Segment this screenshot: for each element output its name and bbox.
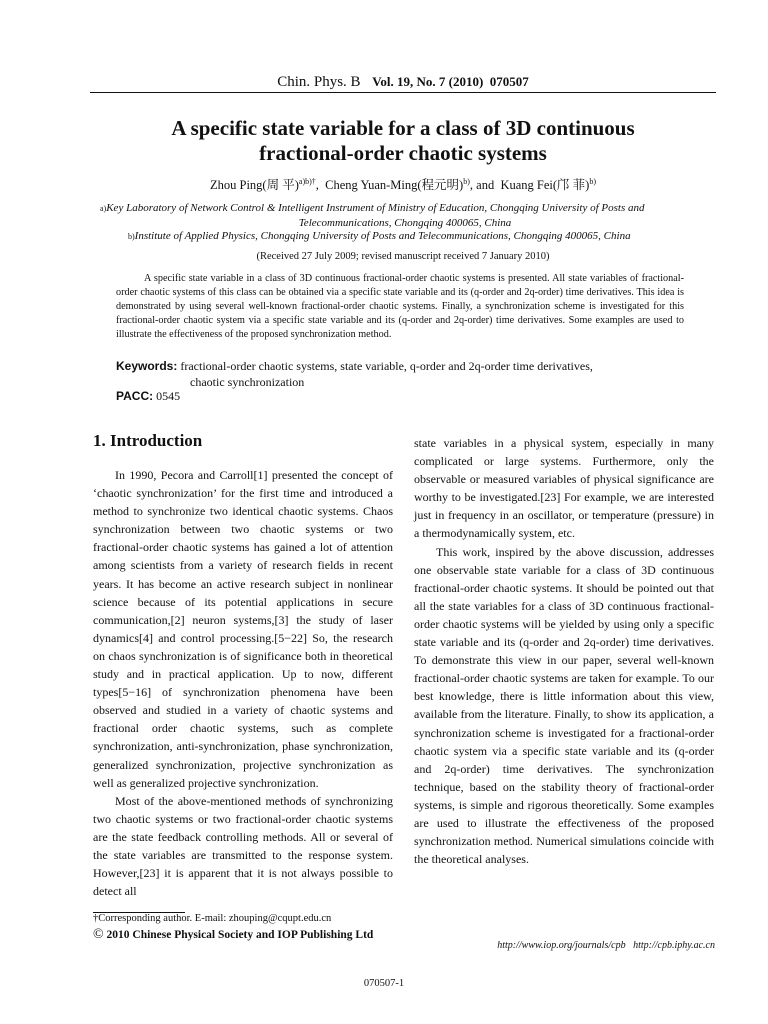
page-number: 070507-1 — [363, 978, 405, 989]
affiliation-b — [128, 229, 718, 244]
affiliation-a — [100, 201, 710, 231]
affiliation-a-mark: a) — [100, 204, 107, 213]
keywords-line-2: chaotic synchronization — [190, 375, 305, 389]
pacc-label: PACC: — [116, 389, 154, 403]
affiliation-a-line-1: Key Laboratory of Network Control & Intelligent Instrument of Ministry of Education, Chongqing University of Posts and — [106, 202, 645, 214]
paragraph: Most of the above-mentioned methods of synchronizing two chaotic systems or two fractional-order chaotic systems are the state feedback controlling methods. All or several of the state variables are transmitted to the response system. However,[23] it is apparent that it is not always possible to detect all — [93, 793, 393, 899]
author-1: Zhou Ping(周 平) — [210, 178, 299, 192]
journal-name: Chin. Phys. B — [277, 74, 361, 90]
affiliation-b-text: Institute of Applied Physics, Chongqing University of Posts and Telecommunications, Chongqing 400065, China — [134, 230, 631, 242]
author-2-marks: b) — [463, 176, 470, 186]
title-line-1: A specific state variable for a class of 3D continuous — [171, 116, 635, 140]
article-id: 070507 — [489, 74, 529, 89]
pacc — [116, 389, 180, 404]
header-rule — [90, 92, 716, 93]
affiliation-b-mark: b) — [128, 232, 135, 241]
copyright-text: 2010 Chinese Physical Society and IOP Publishing Ltd — [106, 929, 374, 941]
paragraph: state variables in a physical system, especially in many complicated or large systems. Furthermore, only the observable or measured variables of physical significance are worthy to be investigated.[23] For example, we are interested just in frequency in an oscillator, or temperature (pressure) in a thermodynamically system, etc. — [414, 436, 714, 541]
abstract: A specific state variable in a class of 3D continuous fractional-order chaotic systems is presented. All state variables of fractional-order chaotic systems of this class can be obtained via a specific state variable and its (q-order and 2q-order) time derivatives. This idea is demonstrated by using several well-known fractional-order chaotic systems. Finally, a synchronization scheme is investigated for this fractional-order chaotic system via a specific state variable and its (q-order and 2q-order) time derivatives. Some examples are used to illustrate the effectiveness of the proposed synchronization method. — [116, 273, 684, 340]
received-dates: (Received 27 July 2009; revised manuscript received 7 January 2010) — [256, 251, 550, 262]
journal-urls: http://www.iop.org/journals/cpb http://cpb.iphy.ac.cn — [497, 940, 715, 951]
author-3: Kuang Fei(邝 菲) — [500, 178, 590, 192]
keywords — [116, 358, 696, 390]
footnote: †Corresponding author. E-mail: zhouping@cqupt.edu.cn — [93, 913, 332, 924]
affiliation-a-line-2: Telecommunications, Chongqing 400065, China — [298, 217, 512, 229]
volume: Vol. 19, No. 7 (2010) — [372, 74, 484, 89]
volume-info — [372, 74, 529, 89]
author-3-marks: b) — [589, 176, 596, 186]
paragraph: This work, inspired by the above discussion, addresses one observable state variable for a class of 3D continuous fractional-order chaotic systems. It should be pointed out that all the state variables for a class of 3D continuous fractional-order chaotic systems will be yielded by using only a specific state variable and its (q-order and 2q-order) time derivatives. To demonstrate this view in our paper, several well-known fractional-order chaotic systems are taken for example. To our best knowledge, there is little information about this view, available from the literature. Finally, to show its application, a synchronization scheme is investigated for a fractional-order chaotic system via a specific state variable and its (q-order and 2q-order) time derivatives. The synchronization technique, based on the stability theory of fractional-order systems, is simple and rigorous theoretically. Some examples are used to illustrate the effectiveness of the proposed synchronization method. Numerical simulations coincide with the theoretical analyses. — [414, 544, 714, 867]
keywords-label: Keywords: — [116, 359, 178, 373]
author-2: Cheng Yuan-Ming(程元明) — [325, 178, 464, 192]
keywords-line-1: fractional-order chaotic systems, state variable, q-order and 2q-order time derivatives, — [180, 359, 593, 373]
copyright — [93, 927, 373, 943]
author-list — [90, 175, 716, 193]
paragraph: In 1990, Pecora and Carroll[1] presented the concept of ‘chaotic synchronization’ for the first time and introduced a method to synchronize two identical chaotic systems. Chaos synchronization between two chaotic systems or two fractional-order chaotic systems has gained a lot of attention among scientists from a variety of research fields in recent years. It has become an active research subject in nonlinear science because of its potential applications in secure communication,[2] neuron systems,[3] the study of laser dynamics[4] and control processing.[5−22] So, the research on chaos synchronization is of significance both in theoretical study and in practical application. Up to now, different types[5−16] of synchronization phenomena have been observed and studied in a variety of chaotic systems and fractional order chaotic systems, such as complete synchronization, anti-synchronization, phase synchronization, generalized synchronization, projective synchronization as well as generalized projective synchronization. — [93, 468, 393, 790]
copyright-icon: © — [93, 927, 104, 942]
pacc-value: 0545 — [156, 389, 181, 403]
author-separator: , and — [469, 178, 498, 192]
running-header — [90, 74, 716, 91]
right-column — [414, 434, 714, 868]
author-1-marks: a)b)† — [298, 176, 316, 186]
left-column — [93, 466, 393, 900]
paper-title — [90, 116, 716, 166]
section-heading: 1. Introduction — [93, 431, 203, 450]
title-line-2: fractional-order chaotic systems — [259, 141, 547, 165]
author-separator: , — [315, 178, 323, 192]
